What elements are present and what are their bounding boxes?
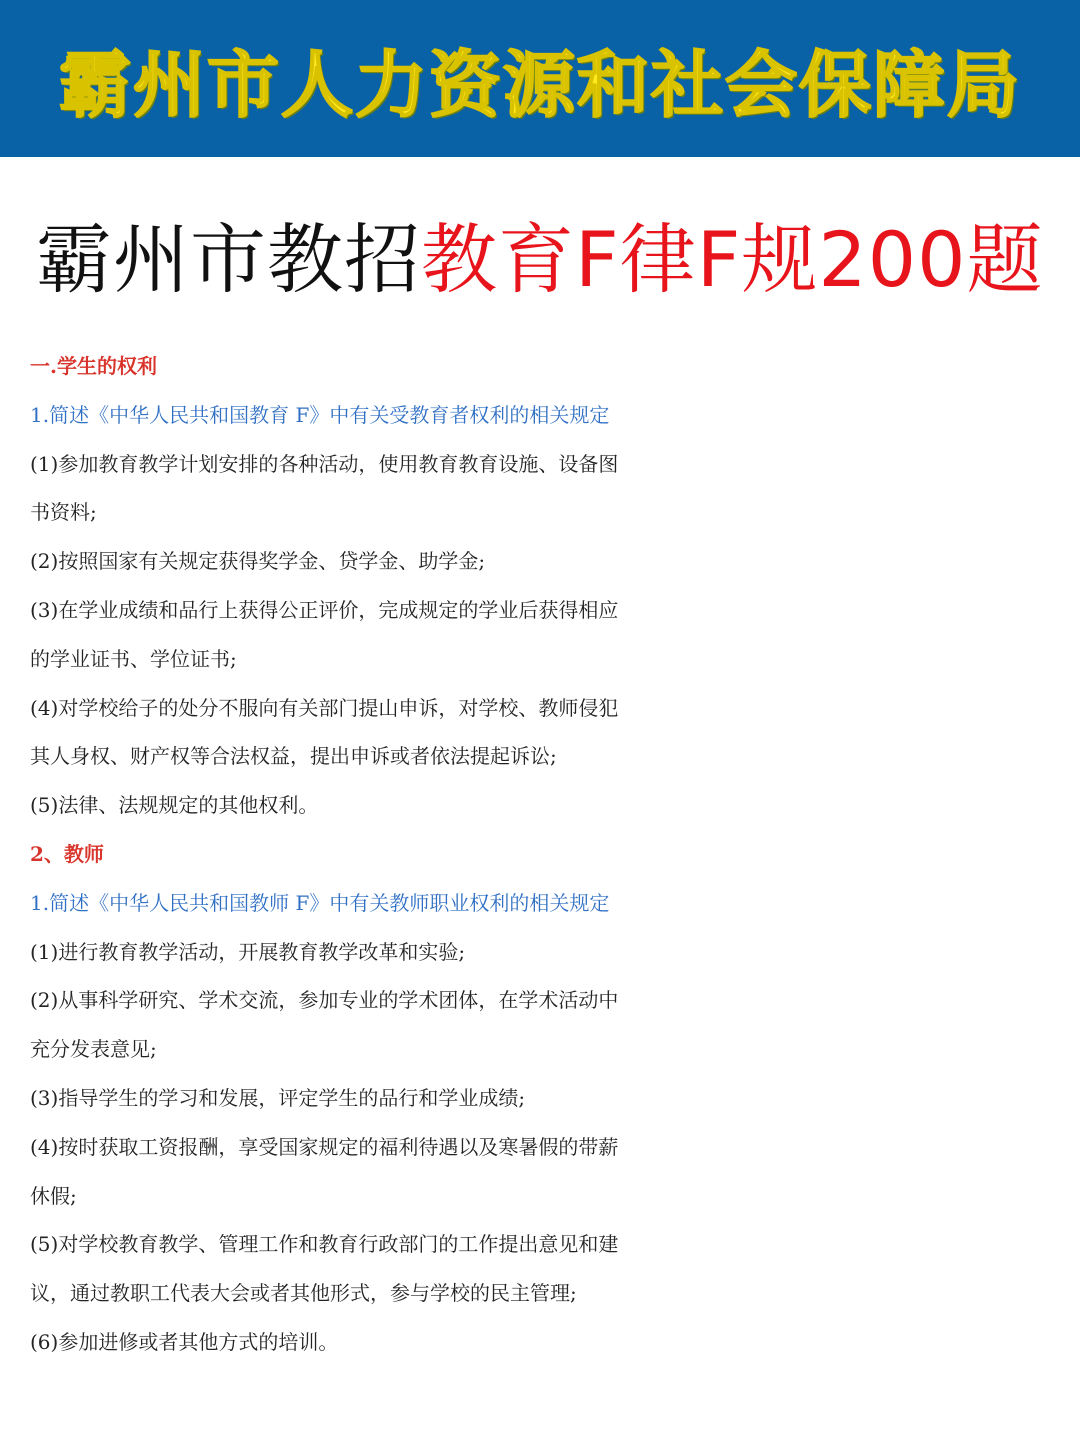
document-content <box>30 342 1080 1367</box>
body-line: (5)对学校教育教学、管理工作和教育行政部门的工作提出意见和建 <box>30 1232 619 1257</box>
headline-red-part: 教育F律F规200题 <box>421 215 1044 304</box>
body-line: 休假; <box>30 1183 77 1208</box>
page-headline <box>36 212 1076 308</box>
body-line: (4)对学校给子的处分不服向有关部门提山申诉，对学校、教师侵犯 <box>30 695 619 720</box>
body-line: (1)进行教育教学活动，开展教育教学改革和实验; <box>30 939 466 964</box>
body-line: (3)在学业成绩和品行上获得公正评价，完成规定的学业后获得相应 <box>30 597 619 622</box>
body-line: (2)按照国家有关规定获得奖学金、贷学金、助学金; <box>30 549 486 574</box>
body-line: (3)指导学生的学习和发展，评定学生的品行和学业成绩; <box>30 1085 526 1110</box>
body-line: 书资料; <box>30 500 97 525</box>
question-education-law: 1.简述《中华人民共和国教育 F》中有关受教育者权利的相关规定 <box>30 402 610 427</box>
body-line: (4)按时获取工资报酬，享受国家规定的福利待遇以及寒暑假的带薪 <box>30 1134 619 1159</box>
question-teachers-law: 1.简述《中华人民共和国教师 F》中有关教师职业权利的相关规定 <box>30 890 610 915</box>
body-line: (5)法律、法规规定的其他权利。 <box>30 793 319 818</box>
body-line: (2)从事科学研究、学术交流，参加专业的学术团体，在学术活动中 <box>30 988 619 1013</box>
body-line: 其人身权、财产权等合法权益，提出申诉或者依法提起诉讼; <box>30 744 557 769</box>
body-line: 充分发表意见; <box>30 1037 157 1062</box>
body-line: (1)参加教育教学计划安排的各种活动，使用教育教育设施、设备图 <box>30 451 619 476</box>
bureau-title: 霸州市人力资源和社会保障局 <box>58 42 1021 127</box>
body-line: (6)参加进修或者其他方式的培训。 <box>30 1329 339 1354</box>
section-heading-student-rights: 一.学生的权利 <box>30 354 157 378</box>
header-banner <box>0 0 1080 157</box>
body-line: 议，通过教职工代表大会或者其他形式，参与学校的民主管理; <box>30 1281 577 1306</box>
section-heading-teachers: 2、教师 <box>30 841 104 866</box>
headline-black-part: 霸州市教招 <box>36 215 421 304</box>
body-line: 的学业证书、学位证书; <box>30 646 237 671</box>
